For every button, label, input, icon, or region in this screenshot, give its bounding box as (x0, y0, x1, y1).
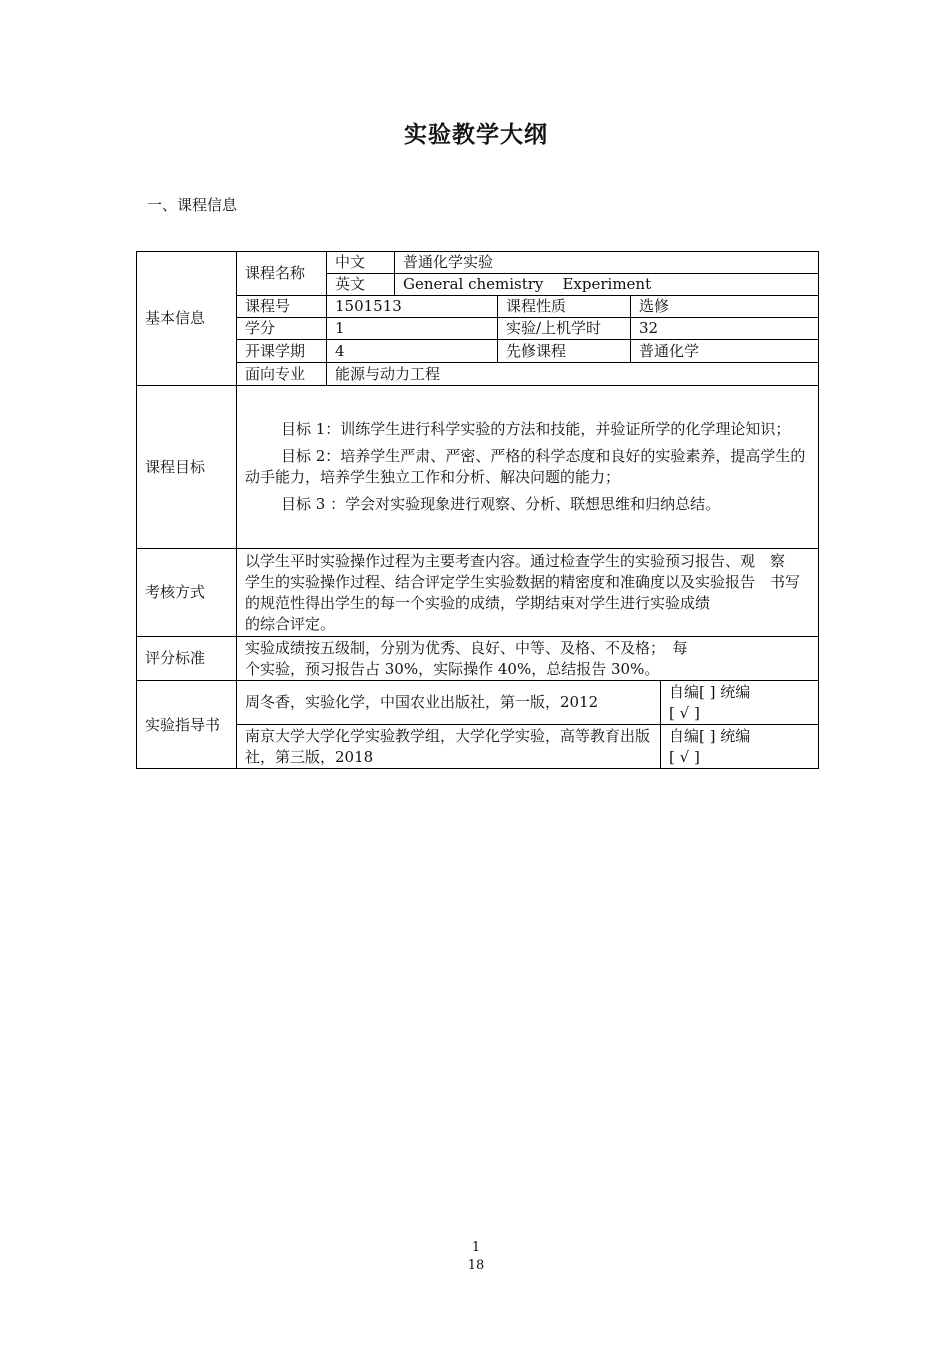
textbook-status-line: [ √ ] (669, 703, 700, 722)
textbook-status-line: 自编[ ] 统编 (669, 682, 751, 701)
assessment-line: 的规范性得出学生的每一个实验的成绩，学期结束对学生进行实验成绩 (245, 593, 711, 612)
major-value: 能源与动力工程 (327, 363, 819, 386)
goal-item: 目标 2：培养学生严肃、严密、严格的科学态度和良好的实验素养，提高学生的动手能力，培养学生独立工作和分析、解决问题的能力； (245, 447, 806, 486)
term-label: 开课学期 (237, 340, 327, 363)
page-total: 18 (467, 1258, 485, 1273)
chinese-label: 中文 (327, 252, 395, 274)
course-code: 1501513 (327, 296, 498, 318)
textbook-1-status (661, 681, 819, 725)
hours-value: 32 (631, 318, 819, 340)
course-nature-label: 课程性质 (498, 296, 631, 318)
assessment-line: 以学生平时实验操作过程为主要考查内容。通过检查学生的实验预习报告、观 察 (245, 551, 786, 570)
page-title: 实验教学大纲 (404, 122, 548, 148)
textbook-status-line: [ √ ] (669, 747, 700, 766)
course-info-table (136, 251, 819, 769)
grading-line: 实验成绩按五级制，分别为优秀、良好、中等、及格、不及格； 每 (245, 638, 688, 657)
major-label: 面向专业 (237, 363, 327, 386)
course-goals-label: 课程目标 (137, 386, 237, 549)
textbook-status-line: 自编[ ] 统编 (669, 726, 751, 745)
course-goals (237, 386, 819, 549)
course-name-label: 课程名称 (237, 252, 327, 296)
credit-value: 1 (327, 318, 498, 340)
section-heading: 一、课程信息 (147, 196, 238, 214)
goal-item: 目标 3 ：学会对实验现象进行观察、分析、联想思维和归纳总结。 (281, 495, 721, 513)
basic-info-label: 基本信息 (137, 252, 237, 386)
course-nature: 选修 (631, 296, 819, 318)
english-course-name: General chemistry Experiment (395, 274, 819, 296)
grading-text (237, 637, 819, 681)
page-number: 1 (471, 1240, 481, 1255)
prerequisite-value: 普通化学 (631, 340, 819, 363)
credit-label: 学分 (237, 318, 327, 340)
textbook-2-status (661, 725, 819, 769)
assessment-line: 学生的实验操作过程、结合评定学生实验数据的精密度和准确度以及实验报告 书写 (245, 572, 801, 591)
textbook-2: 南京大学大学化学实验教学组，大学化学实验，高等教育出版社，第三版，2018 (237, 725, 661, 769)
prerequisite-label: 先修课程 (498, 340, 631, 363)
hours-label: 实验/上机学时 (498, 318, 631, 340)
term-value: 4 (327, 340, 498, 363)
assessment-text (237, 549, 819, 637)
grading-line: 个实验，预习报告占 30%，实际操作 40%，总结报告 30%。 (245, 659, 660, 678)
assessment-line: 的综合评定。 (245, 614, 336, 633)
course-code-label: 课程号 (237, 296, 327, 318)
grading-label: 评分标准 (137, 637, 237, 681)
chinese-course-name: 普通化学实验 (395, 252, 819, 274)
goal-item: 目标 1：训练学生进行科学实验的方法和技能，并验证所学的化学理论知识； (281, 420, 791, 438)
english-label: 英文 (327, 274, 395, 296)
assessment-label: 考核方式 (137, 549, 237, 637)
textbook-label: 实验指导书 (137, 681, 237, 769)
textbook-1: 周冬香，实验化学，中国农业出版社，第一版，2012 (237, 681, 661, 725)
